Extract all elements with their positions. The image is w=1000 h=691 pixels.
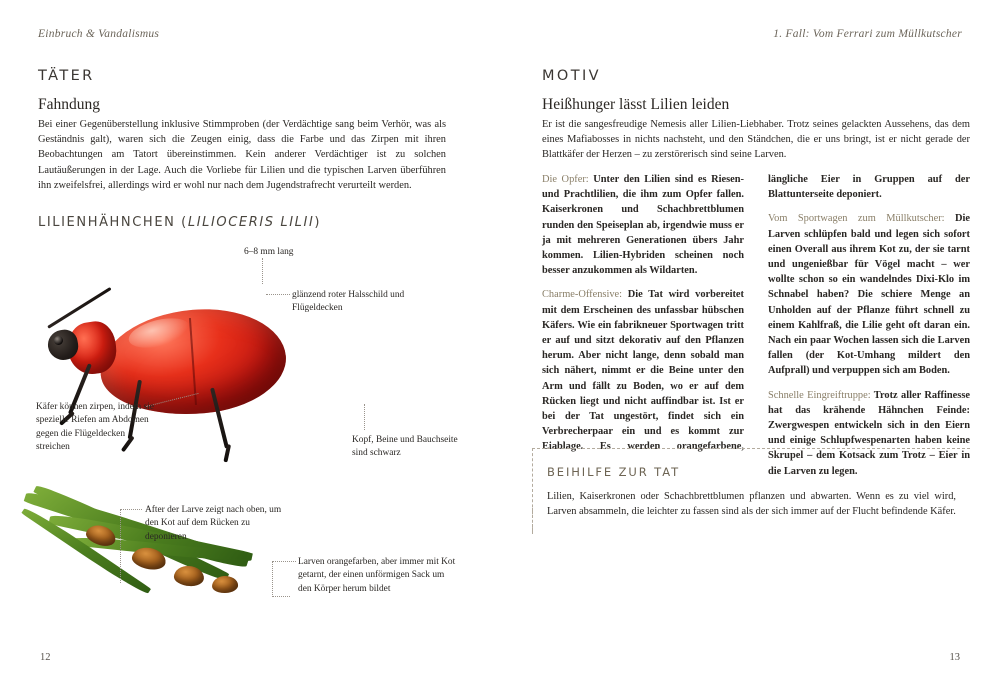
leader-line-black-parts xyxy=(364,404,365,430)
motiv-paragraph xyxy=(768,211,970,378)
callout-elytra: glänzend roter Halsschild und Flügeldecken xyxy=(292,290,405,314)
fahndung-body-text: Bei einer Gegenüberstellung inklusive Stimmproben (der Verdächtige sang beim Verhör, was als Geständnis galt), waren sich die Zeugen einig, dass die Farbe und das Zirpen mit ihren Beobachtungen am Tatort übereinstimmen. Kein anderer Verdächtiger ist zu solchen Lautäußerungen in der Lage. Auch die Vorliebe für Lilien und die typischen Larven überführen ihn zweifelsfrei, allerdings wird er wohl nur nach dem Jugendstrafrecht verurteilt werden. xyxy=(38,119,446,191)
motiv-two-column-body xyxy=(542,172,970,479)
leader-line-size xyxy=(262,258,263,284)
paragraph-text: Trotz aller Raffinesse hat das krähende Hähnchen Feinde: Zwergwespen entwickeln sich in den Eiern und einige Schlupfwespenarten haben keine Skrupel – dem Kotsack zum Trotz – Eier in die Larven zu legen. xyxy=(768,389,970,477)
tip-box-text: Lilien, Kaiserkronen oder Schachbrettblumen pflanzen und abwarten. Wenn es zu viel wird, Larven absammeln, die leichter zu fassen sind als der sich immer auf der Flucht befindende Käfer. xyxy=(547,491,956,518)
paragraph-lead-in: Vom Sportwagen zum Müllkutscher: xyxy=(768,213,945,225)
section-title-motiv: MOTIV xyxy=(542,68,601,84)
right-page xyxy=(500,0,1000,691)
callout-larva-anus: After der Larve zeigt nach oben, um den Kot auf dem Rücken zu deponieren xyxy=(145,505,282,542)
callout-stridulation: Käfer können zirpen, indem sie spezielle Riefen am Abdomen gegen die Flügeldecken streichen xyxy=(36,402,154,453)
running-head-left: Einbruch & Vandalismus xyxy=(38,28,160,40)
species-common-name: LILIENHÄHNCHEN ( xyxy=(38,215,188,230)
paragraph-text: Unter den Lilien sind es Riesen- und Prachtlilien, die ihm zum Opfer fallen. Kaiserkronen und Schachbrettblumen runden den Speiseplan ab, irgendwie muss er ja mit mehreren Generationen übers Jahr kommen. Lilien-Hybriden scheinen noch besser anzukommen als Wildarten. xyxy=(542,174,745,277)
paragraph-lead-in: Charme-Offensive: xyxy=(542,289,623,301)
larva-4 xyxy=(211,575,238,594)
tip-box-title: BEIHILFE ZUR TAT xyxy=(547,465,681,479)
motiv-paragraph xyxy=(542,172,744,278)
paragraph-text: Die Larven schlüpfen bald und legen sich sofort einen Overall aus ihrem Kot zu, der sie tarnt und ungenießbar für Vögel macht – wer wollte schon so ein wandelndes Dixi-Klo im Schnabel haben? Die schiere Menge an Unholden auf der Pflanze führt schnell zu einem Kahlfraß, die Lilie geht oft daran ein. Nach ein paar Wochen lassen sich die Larven fallen (der Kot-Umhang mildert den Aufprall) und verpuppen sich am Boden. xyxy=(768,213,970,377)
paragraph-text: Die Tat wird vorbereitet mit dem Erscheinen des unfassbar hübschen Käfers. Wie ein fabrikneuer Sportwagen tritt er auf und sitzt dekorativ auf den Pflanzen herum. Aber nicht lange, denn sobald man sich nähert, nimmt er die Beine unter den Arm und fällt zu Boden, wo er auf dem Rücken liegt und nicht auffindbar ist. Ist er bei der Tat ungestört, findet sich ein Verbrecherpaar ein und es kommt zur Eiablage. Es werden orangefarbene, längliche Eier in Gruppen auf der Blattunterseite deponiert. xyxy=(542,174,970,453)
leader-line-larva-colour-h2 xyxy=(272,596,290,597)
beetle-eye xyxy=(54,336,63,345)
paragraph-lead-in: Schnelle Eingreiftruppe: xyxy=(768,389,871,401)
leader-line-larva-colour-v xyxy=(272,561,273,597)
leader-line-larva-colour-h xyxy=(272,561,296,562)
folio-left: 12 xyxy=(40,652,51,663)
subhead-motiv: Heißhunger lässt Lilien leiden xyxy=(542,96,730,113)
motiv-intro-text: Er ist die sangesfreudige Nemesis aller Lilien-Liebhaber. Trotz seines gelackten Aussehens, das dem eines Mafiabosses in nichts nachsteht, und den Ständchen, die er uns bringt, ist er nicht gerade der Blattkäfer der Herzen – zu zerstörerisch sind seine Larven. xyxy=(542,119,970,161)
leader-line-elytra xyxy=(266,294,290,295)
species-scientific-name: LILIOCERIS LILII xyxy=(187,215,315,230)
subhead-fahndung: Fahndung xyxy=(38,96,100,113)
paragraph-lead-in: Die Opfer: xyxy=(542,174,589,185)
callout-larva-colour: Larven orangefarben, aber immer mit Kot getarnt, der einen unförmigen Sack um den Körper herum bildet xyxy=(298,557,456,594)
tip-box-beihilfe xyxy=(532,448,970,533)
running-head-right: 1. Fall: Vom Ferrari zum Müllkutscher xyxy=(773,28,962,40)
section-title-taeter: TÄTER xyxy=(38,68,95,84)
callout-size: 6–8 mm lang xyxy=(244,247,294,257)
folio-right: 13 xyxy=(949,652,960,663)
callout-black-parts: Kopf, Beine und Bauchseite sind schwarz xyxy=(352,435,458,459)
leader-line-larva-anus-h xyxy=(120,509,142,510)
species-name xyxy=(38,215,321,230)
leader-line-larva-anus-v xyxy=(120,509,121,583)
species-paren-close: ) xyxy=(314,215,322,230)
larvae-on-leaf-photo xyxy=(24,470,294,630)
